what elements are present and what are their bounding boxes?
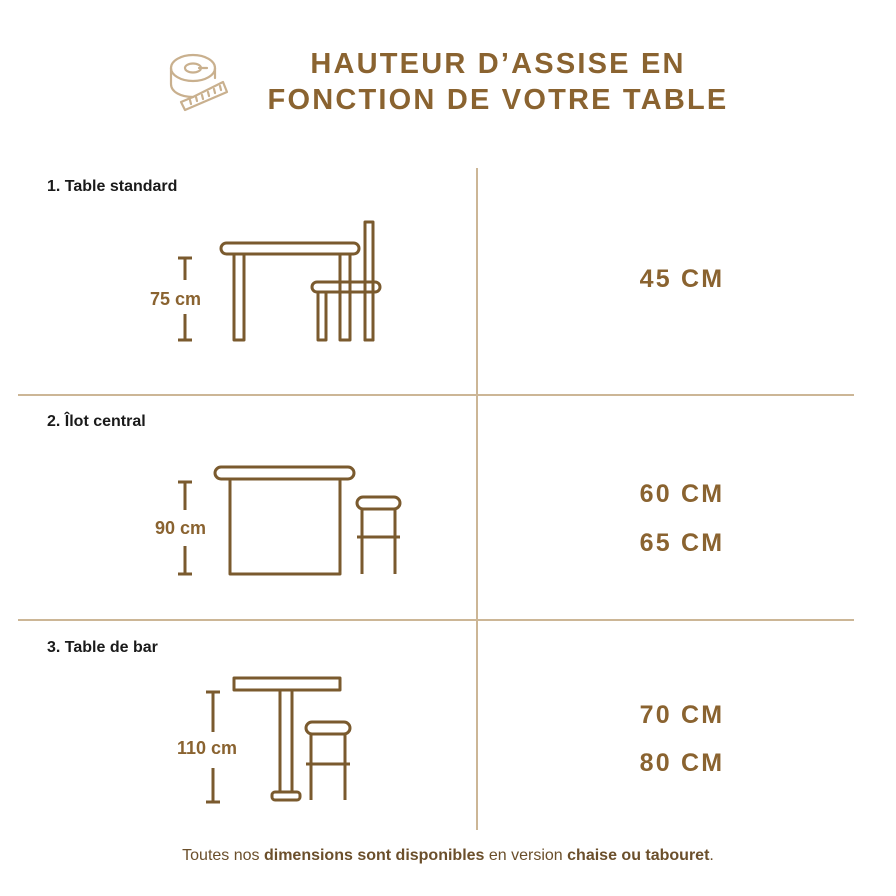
footer-note — [0, 847, 896, 865]
row-title-kitchen-island: 2. Îlot central — [47, 413, 146, 430]
footer-text-3: en version — [484, 847, 568, 864]
title-line-2: FONCTION DE VOTRE TABLE — [267, 84, 729, 116]
footer-text-4: chaise ou tabouret — [567, 847, 710, 864]
measuring-tape-icon — [163, 46, 231, 112]
footer-text-1: Toutes nos — [182, 847, 264, 864]
column-divider — [476, 168, 478, 830]
seat-height-value: 65 CM — [639, 529, 725, 557]
row-divider — [18, 394, 854, 396]
row-title-standard-table: 1. Table standard — [47, 178, 178, 195]
title-line-1: HAUTEUR D’ASSISE EN — [310, 48, 686, 80]
seat-height-value: 45 CM — [639, 265, 725, 293]
seat-height-value: 80 CM — [639, 749, 725, 777]
footer-text-5: . — [709, 847, 714, 864]
seat-height-value: 70 CM — [639, 701, 725, 729]
row-title-bar-table: 3. Table de bar — [47, 639, 158, 656]
table-height-label: 110 cm — [177, 738, 238, 758]
table-height-label: 75 cm — [150, 289, 202, 309]
header — [0, 40, 896, 130]
footer-text-2: dimensions sont disponibles — [263, 847, 485, 864]
row-divider — [18, 619, 854, 621]
seat-height-value: 60 CM — [639, 480, 725, 508]
table-and-chair-icon — [168, 218, 388, 348]
table-height-label: 90 cm — [155, 518, 207, 538]
page-title — [238, 46, 758, 118]
